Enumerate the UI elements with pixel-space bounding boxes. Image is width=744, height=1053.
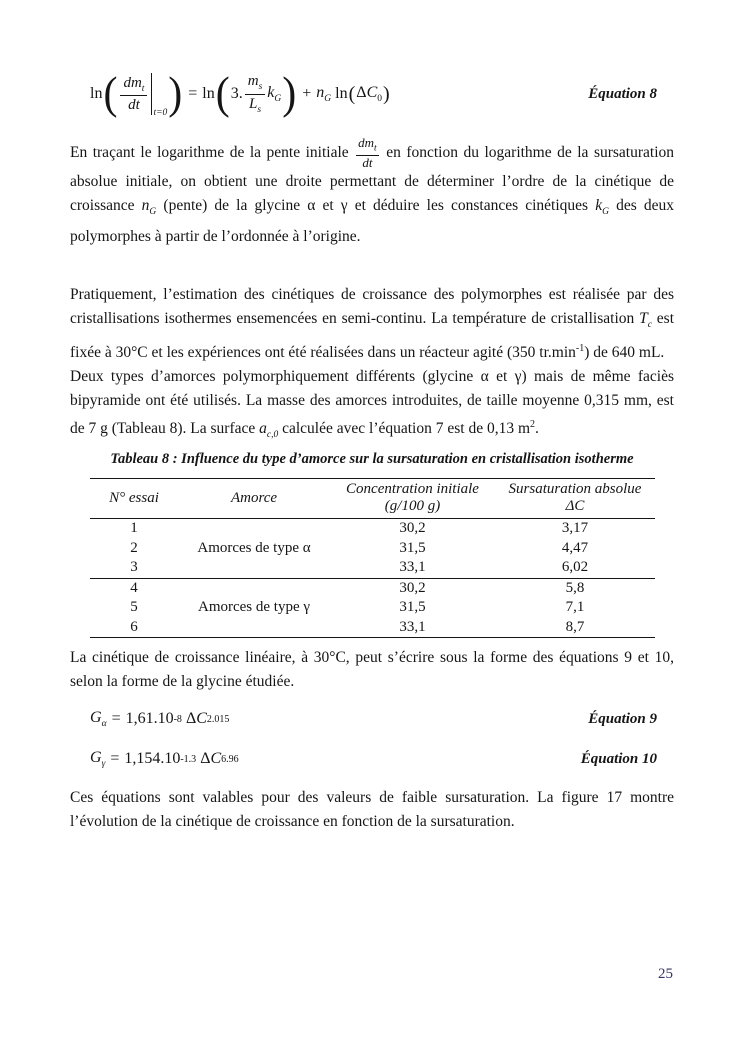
- paragraph-1: En traçant le logarithme de la pente initiale $\frac{dm_t}{dt}$ en fonction du logarithme de la sursaturation absolue initiale, on obtient une droite permettant de déterminer l’ordre de la cinétique de croissance $n_G$ (pente) de la glycine α et γ et déduire les constances cinétiques $k_G$ des deux polymorphes à partir de l’ordonnée à l’origine.: [70, 135, 675, 245]
- fraction-ms-ls: $\frac{m_s}{L_s}$: [245, 72, 266, 116]
- G-gamma-variable: $G_\gamma$: [90, 748, 106, 770]
- equation-8-ln1: ln: [90, 85, 103, 102]
- equation-10: [90, 744, 673, 774]
- table-row: 3 33,1 6,02: [130, 559, 589, 575]
- ac0-variable: $a_{c,0}$: [259, 420, 279, 441]
- kG-variable: $k_G$: [595, 197, 609, 218]
- plus-sign: +: [302, 85, 312, 102]
- open-paren: (: [103, 69, 118, 119]
- mantissa: 1,154.10: [124, 750, 181, 767]
- close-paren: ): [168, 69, 183, 119]
- equation-9-label: Équation 9: [588, 710, 657, 727]
- nG-variable: $n_G$: [316, 83, 332, 105]
- table-row: 2 31,5 4,47: [130, 539, 589, 556]
- fraction-dmt-dt: $\frac{dm_t}{dt}$: [120, 74, 147, 114]
- close-paren: ): [383, 83, 390, 105]
- table-row: 6 33,1 8,7: [130, 618, 585, 635]
- paragraph-2-3-block: [70, 283, 674, 448]
- delta-C0: $\Delta C_0$: [356, 83, 383, 105]
- equation-8-label: Équation 8: [588, 85, 657, 102]
- table-row: 1 Amorces de type α 30,2 3,17: [90, 519, 655, 539]
- ln-token: ln: [335, 85, 348, 102]
- close-paren: ): [282, 69, 297, 119]
- open-paren: (: [348, 83, 356, 105]
- mantissa: 1,61.10: [125, 710, 174, 727]
- evaluation-bar: t=0: [149, 73, 167, 115]
- exponent: -8: [173, 713, 182, 725]
- header-amorce: Amorce: [230, 489, 278, 506]
- delta-C: ΔC: [185, 710, 207, 727]
- page-number: 25: [658, 966, 673, 982]
- header-sursaturation: Sursaturation absolue ΔC: [508, 481, 642, 514]
- table-row: 4 Amorces de type γ 30,2 5,8: [90, 578, 655, 598]
- exponent: 2: [530, 419, 536, 431]
- equation-8-ln2: ln: [202, 85, 215, 102]
- equation-10-label: Équation 10: [580, 750, 657, 767]
- header-essai: N° essai: [109, 489, 159, 506]
- table-header: [90, 479, 655, 519]
- inline-fraction-dmt-dt: $\frac{dm_t}{dt}$: [358, 135, 377, 170]
- table-group-gamma: [90, 578, 655, 638]
- exponent: -1.3: [180, 753, 197, 765]
- delta-C: ΔC: [200, 750, 222, 767]
- paragraph-1-text: En traçant le logarithme de la pente initiale: [70, 143, 355, 161]
- paragraph-5: Ces équations sont valables pour des valeurs de faible sursaturation. La figure 17 montre l’évolution de la cinétique de croissance en fonction de la sursaturation.: [70, 789, 674, 830]
- paragraph-2: Pratiquement, l’estimation des cinétiques de croissance des polymorphes est réalisée par des cristallisations isothermes ensemencées en semi-continu. La température de cristallisation $T_c$ est fixée à 30°C et les expériences ont été réalisées dans un réacteur agité (350 $tr.\min^{-1}$) de 640 mL.: [70, 286, 674, 362]
- Tc-variable: $T_c$: [639, 310, 652, 331]
- table-8: [90, 478, 655, 638]
- amorce-gamma-cell: Amorces de type γ: [197, 599, 310, 615]
- table-row: 5 31,5 7,1: [130, 599, 585, 615]
- paragraph-3: Deux types d’amorces polymorphiquement différents (glycine α et γ) mais de même faciès bipyramide ont été utilisés. La masse des amorces introduites, de taille moyenne 0,315 mm, est de 7 g (Tableau 8). La surface $a_{c,0}$ calculée avec l’équation 7 est de 0,13 $m^2$.: [70, 368, 674, 441]
- G-alpha-variable: $G_\alpha$: [90, 708, 107, 730]
- vertical-bar: [151, 73, 152, 115]
- equals-sign: =: [111, 710, 121, 727]
- table-group-alpha: [90, 519, 655, 579]
- exponent: 2.015: [206, 713, 230, 725]
- amorce-alpha-cell: Amorces de type α: [197, 539, 311, 556]
- equals-sign: =: [188, 85, 198, 102]
- coefficient: 3.: [230, 85, 243, 102]
- header-concentration: Concentration initiale (g/100 g): [346, 481, 479, 514]
- equation-9: [90, 704, 673, 734]
- exponent: 6.96: [221, 753, 239, 765]
- table-caption: Tableau 8 : Influence du type d’amorce sur la sursaturation en cristallisation isotherme: [110, 451, 634, 467]
- exponent: -1: [575, 343, 585, 355]
- kG-variable: $k_G$: [267, 83, 282, 105]
- paragraph-4: La cinétique de croissance linéaire, à 30°C, peut s’écrire sous la forme des équations 9 et 10, selon la forme de la glycine étudiée.: [70, 649, 674, 690]
- nG-variable: $n_G$: [141, 197, 157, 218]
- open-paren: (: [215, 69, 230, 119]
- equals-sign: =: [110, 750, 120, 767]
- equation-8: [90, 66, 673, 122]
